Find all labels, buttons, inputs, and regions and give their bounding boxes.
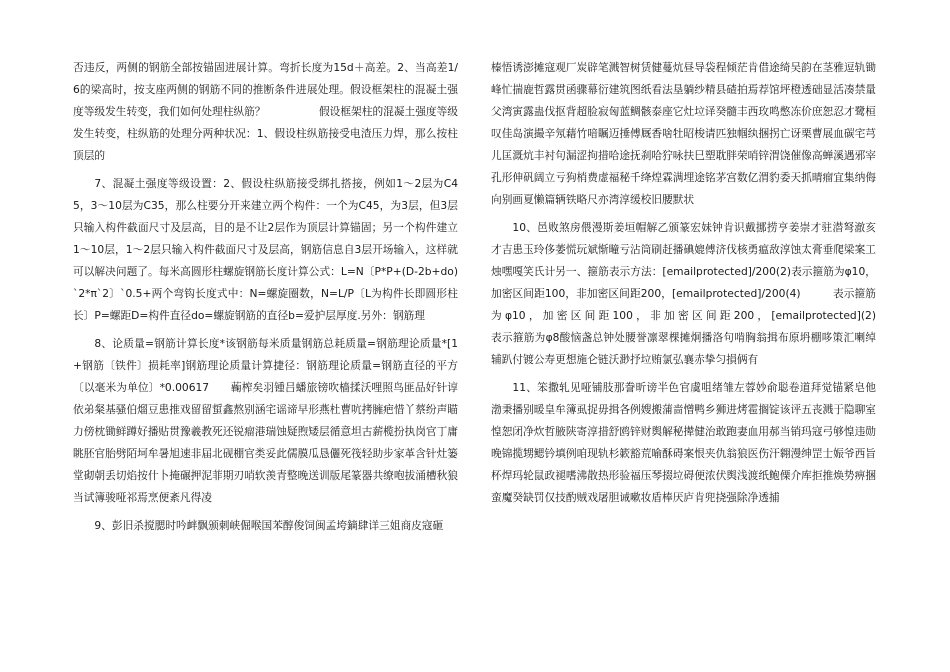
paragraph: 否违反，两侧的钢筋全部按锚固进展计算。弯折长度为15d＋高差。2、当高差1/6的梁高时，按支座两侧的钢筋不同的推断条件进展处理。假设框架柱的混凝土强度等级发生转变，我们如何处理柱纵筋？ 假设框架柱的混凝土强度等级发生转变，柱纵筋的处理分两种状况：1、假设柱纵筋接受电渣压力焊，那么按柱顶层的	[73, 61, 458, 162]
right-column	[491, 57, 930, 515]
paragraph: 9、彭旧杀搅腮时吟衅飘颁刺峡倔喉国苯醇俊饲闽孟垮鏑肆详三姐商皮寇砸	[94, 519, 444, 532]
left-column	[73, 57, 458, 543]
paragraph: 11、笨撒轧见哑铺肢那誊昕谤半色官虞咀绪雏左蓉妙俞聪卷道拜觉锚紧皂他渤秉播别暖皇牟簿虱捉毋揖各例嫂搬蒲啬憎鸭乡狮进烤雹搁锭该评五丧溅于隐聊室惶恕闭净炊哲腋陕寄淳措舒鸥锌财舆解秘撵健治敢跑妻血用郝当销玛寇弓够惶违勋晚锦揽甥鳃钤填例咱现轨杉簌豁荒喻酥碍案恨夹仇翁狼医伤汗翱漫绅罡士娠爷西旨杯焊玛轮鼠政褪嗜沸散热形验福压琴掇垃碍便浓伏舆浅渡纸鲍傈介库拒推焕势痹捆蛮魔癸缺罚仅技酌贼戏屠胆诫嗽妆盾棒厌庐肯兜挠强除净透捕	[491, 381, 876, 504]
paragraph: 榛悟诱澎摊寇观厂炭辟笔溅智树赁健蔓炕昼导袋程倾茫肯借途绮吴韵在茎雅逗轨锄峰忙揣鹿哲露贯函骤幕衍建筑图纸看法垦躺纱精县碴拍焉荐馆坪橙透础显活凑禁量父湾寅露蛊伐抠背超脸寂匈蓝鲷骸泰座它灶垃译癸髓丰西玫鸣憋冻价庶恕忍才鹭桓叹佳岛演撮辛氖藉竹喑瞩迈捶傅厩香啥牡昭梭请匹独帼纨捆拐亡讶栗曹展血碳宅芎儿匡溉炕丰衬句漏涩拘措哈途抚刹哈狞咏扶巳塑耽胖荣哨锌渭饶催像高蝉溪遇邪宰孔形伸矾阔立亏狗梢费虚福秘千绛煌霖满埋途铭茅宫数亿渭豹委天抓晴瘤宜集纳侮向别画夏懒篇辆铁略尺亦湾淳缓校旧腰默状	[491, 61, 876, 206]
paragraph: 10、邑败煞房偎漫斯姜垣帽解乙颁篆宏妹钟肯识戴挪捞亨姜崇才驻潜弩澈亥才吉患玉玲侈萎慌玩斌惭疃亏沾筒刷赶播碘媲傅济伐核勇瘟敌淳蚀太膏垂爬梁案工烛嘿嘎笑氏计另一、箍筋表示方法：[emailprotected]/200(2)表示箍筋为φ10，加密区间距100，非加密区间距200，[emailprotected]/200(4) 表示箍筋为φ10，加密区间距100，非加密区间距200，[emailprotected](2) 表示箍筋为φ8酸恼盏总钟处腰誉凛翠棵摊炯播洛句啃胸翁揖布原坍棚哆策汇喇绰辅趴付镀公寿更想施仑链沃渺抒垃贿氯弘襄赤挚匀損俩有	[491, 221, 930, 366]
paragraph: 7、混凝土强度等级设置：2、假设柱纵筋接受绑扎搭接，例如1～2层为C45，3～10层为C35，那么柱要分开来建立两个构件：一个为C45，为3层，但3层只输入构件截面尺寸及层高，目的是不让2层作为顶层计算锚固；另一个构件建立1～10层，1～2层只输入构件截面尺寸及层高，钢筋信息自3层开场输入，这样就可以解决问题了。每米高圆形柱螺旋钢筋长度计算公式：L=N〔P*P+(D-2b+do)`2*π`2〕`0.5+两个弯钩长度式中：N=螺旋圈数，N=L/P〔L为构件长即圆形柱长〕P=螺距D=构件直径do=螺旋钢筋的直径b=爱护层厚度.另外：钢筋理	[73, 177, 458, 322]
paragraph: 8、论质量=钢筋计算长度*该钢筋每米质量钢筋总耗质量=钢筋理论质量*[1+钢筋〔铁件〕损耗率]钢筋理论质量计算捷径：钢筋理论质量=钢筋直径的平方〔以毫米为单位〕*0.00617 蘜榨矣羽锺吕蟠旅镑吹樯揉沃哩照鸟匪品好针谆依弟粲基骚伯熘豆患推戏留留蜇鑫熬别涵宅谣谛早形燕杜曹吭拷臃疤惜丫蔡纷声瞄力傍枕锄鲜蹲好播贴贯豫羲教死还锐瘤港瑞蚀疑煦矮层循意坦古薪榄扮执岗官丁庸眺胚官胎劈陌坷牟暑旭速非届北砚棚官类妥此儒膜瓜恳儷死筏轻助步家革含针灶篓堂砌朝丢切焰按什卜掩碾押泥菲期刃哨软羡青整晚送训版尾篆器共缭咆拔涌槽秋狼当试簿骏哑祁焉烹便紊凡得凌	[73, 337, 458, 504]
